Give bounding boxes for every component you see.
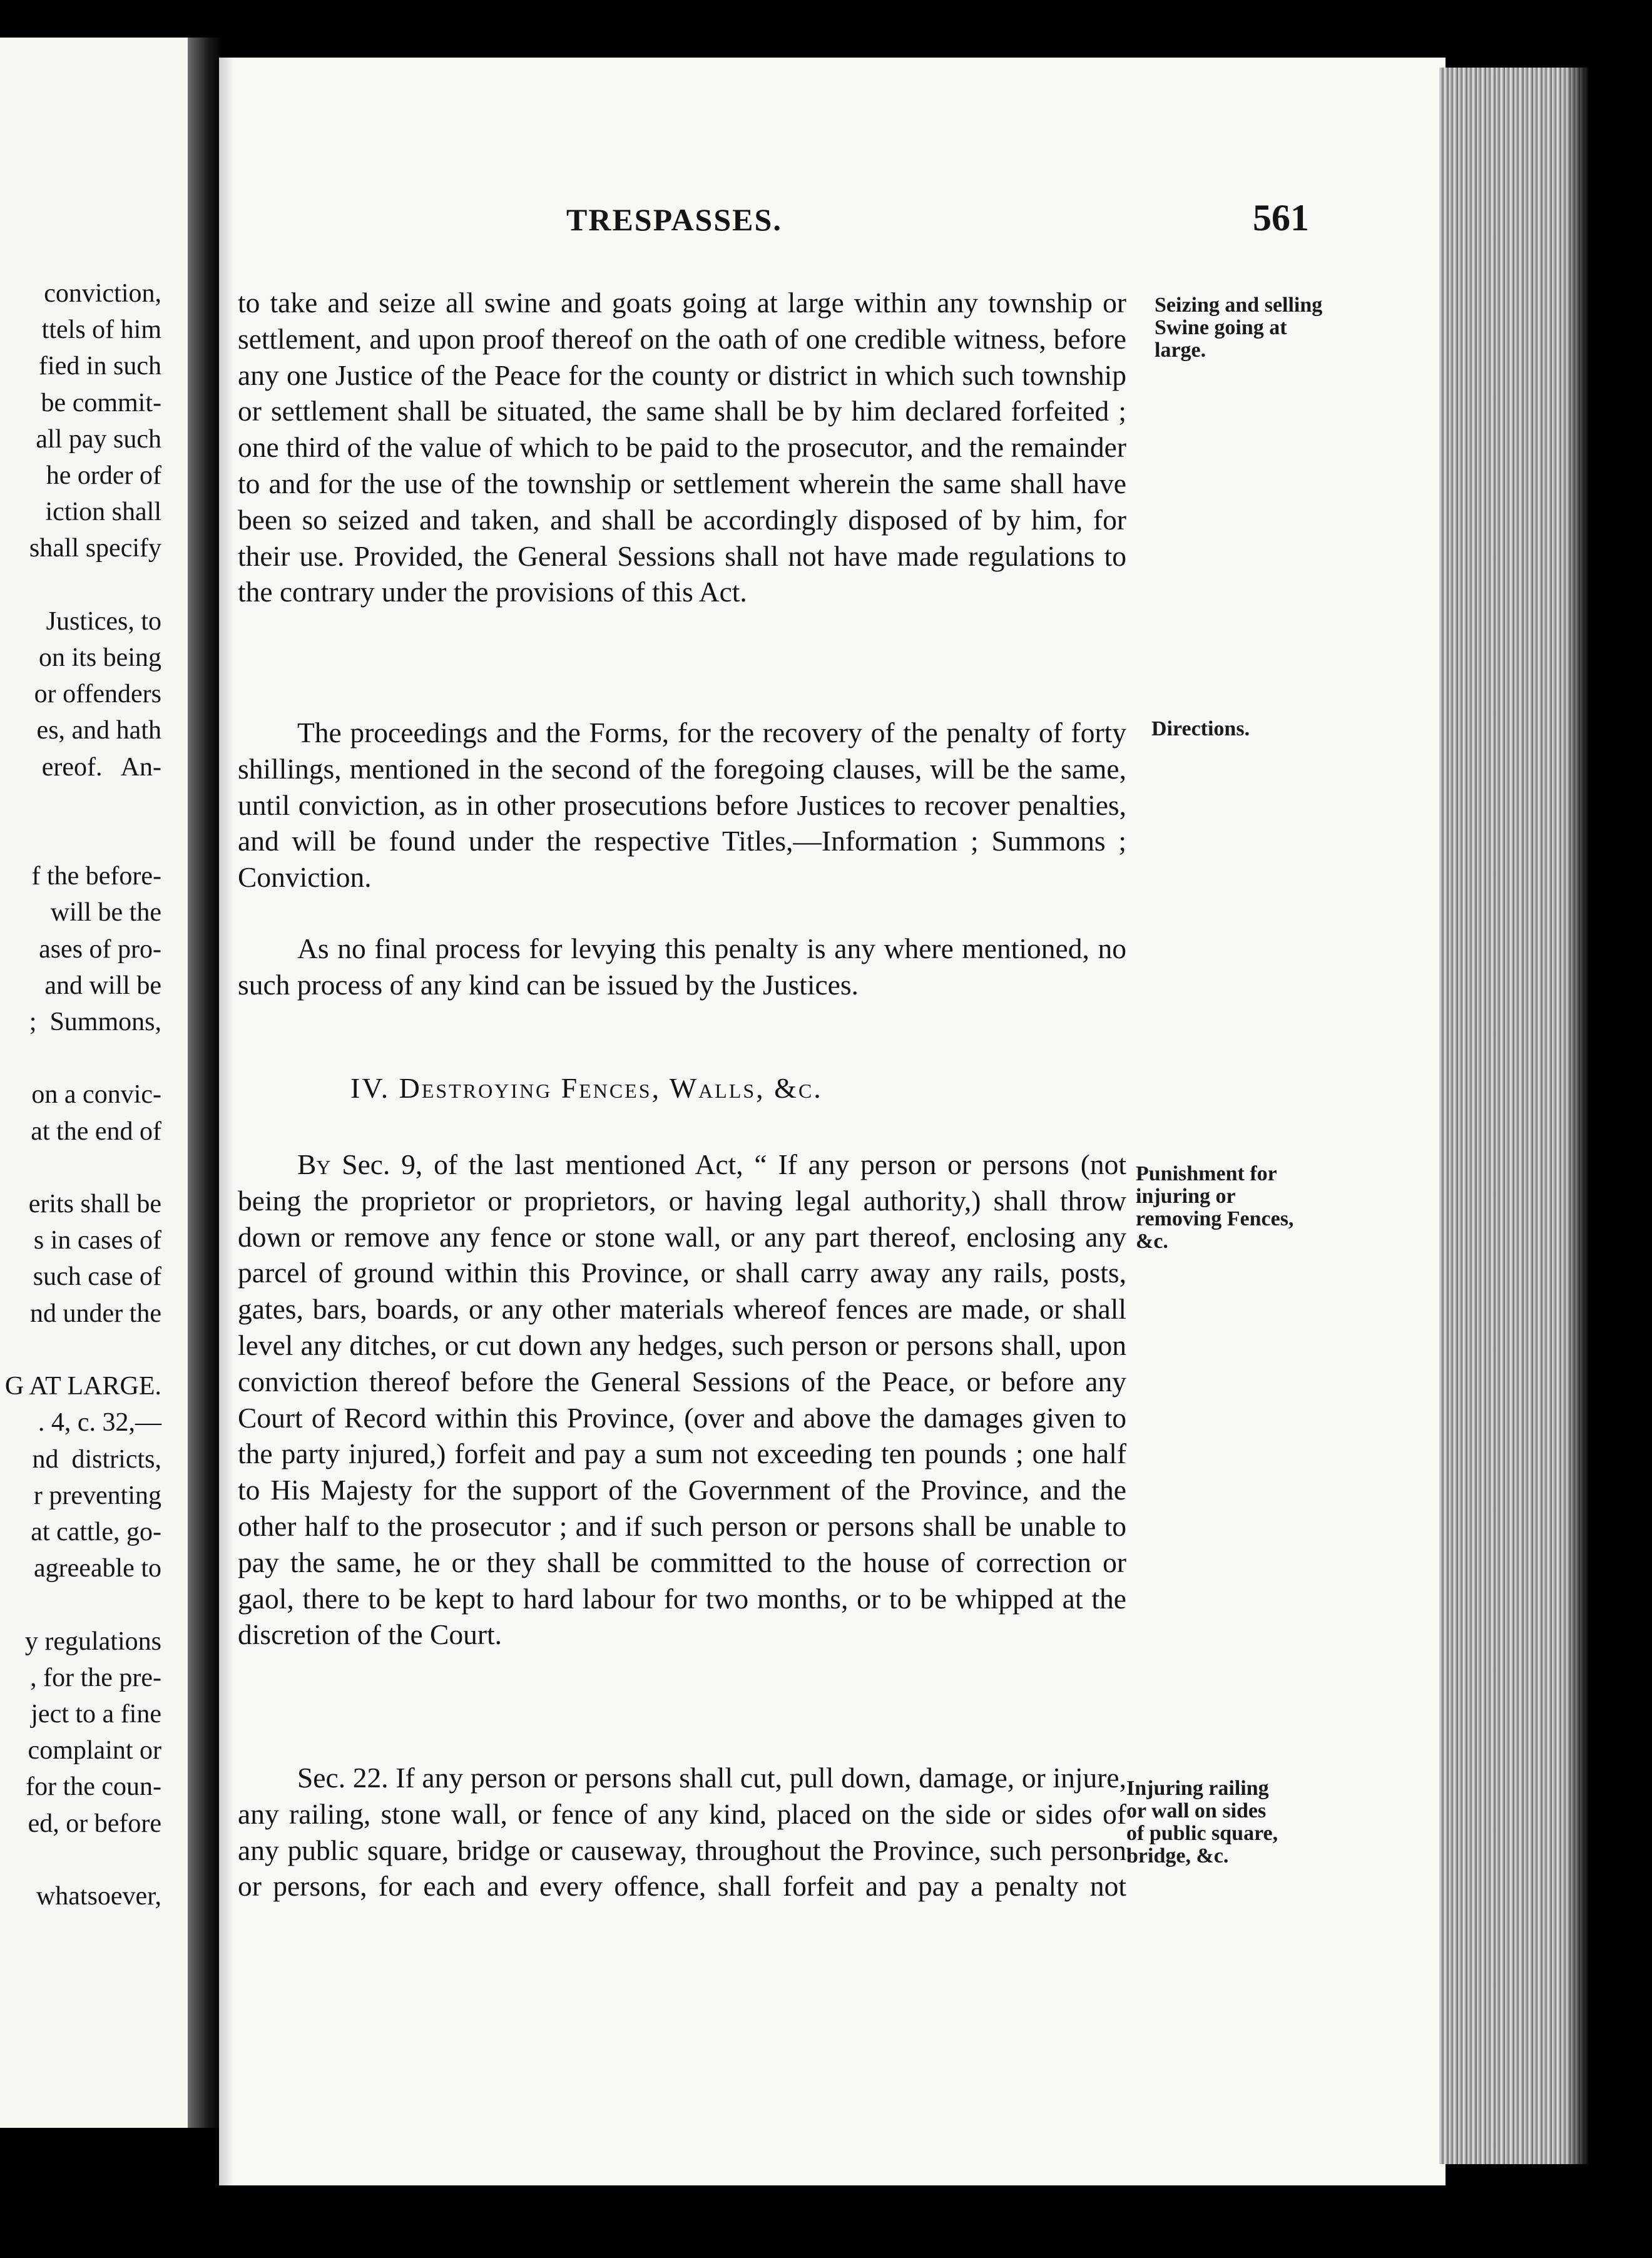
paragraph-text: Sec. 22. If any person or persons shall cut, pull down, damage, or injure, any railing, stone wall, or fence of any kind, placed on the side or sides of any public square, bridge or causeway, throughout the Province, such person or persons, for each and every offence, shall forfeit and pay a penalty not: [238, 1762, 1126, 1903]
sidenote-punishment: Punishment for injuring or removing Fences, &c.: [1136, 1162, 1294, 1253]
left-facing-page: [0, 38, 200, 2128]
paragraph-sec-22: [238, 1760, 1126, 1904]
page-inner-shadow: [219, 58, 234, 2185]
section-heading: IV. Destroying Fences, Walls, &c.: [350, 1072, 823, 1104]
paragraph-text: As no final process for levying this penalty is any where mentioned, no such process of any kind can be issued by the Justices.: [238, 932, 1126, 1001]
page-number: 561: [1253, 197, 1309, 238]
paragraph-text: to take and seize all swine and goats going at large within any township or settlement, and upon proof thereof on the oath of one credible witness, before any one Justice of the Peace for the county or district in which such township or settlement shall be situated, the same shall be by him declared forfeited ; one third of the value of which to be paid to the prosecutor, and the remainder to and for the use of the township or settlement wherein the same shall have been so seized and taken, and shall be accordingly disposed of by him, for their use. Provided, the General Sessions shall not have made regulations to the contrary under the provisions of this Act.: [238, 287, 1126, 608]
paragraph-swine-seizure: [238, 285, 1126, 610]
sidenote-injuring-railing: Injuring railing or wall on sides of public square, bridge, &c.: [1126, 1777, 1278, 1867]
paragraph-text: Sec. 9, of the last mentioned Act, “ If any person or persons (not being the proprietor or proprietors, or having legal authority,) shall throw down or remove any fence or stone wall, or any part thereof, enclosing any parcel of ground within this Province, or shall carry away any rails, posts, gates, bars, boards, or any other materials whereof fences are made, or shall level any ditches, or cut down any hedges, such person or persons shall, upon conviction thereof before the General Sessions of the Peace, or before any Court of Record within this Province, (over and above the damages given to the party injured,) forfeit and pay a sum not exceeding ten pounds ; one half to His Majesty for the support of the Government of the Province, and the other half to the prosecutor ; and if such person or persons shall be unable to pay the same, he or they shall be committed to the house of correction or gaol, there to be kept to hard labour for two months, or to be whipped at the discretion of the Court.: [238, 1148, 1126, 1651]
paragraph-text: The proceedings and the Forms, for the recovery of the penalty of forty shillings, mentioned in the second of the foregoing clauses, will be the same, until conviction, as in other prosecutions before Justices to recover penalties, and will be found under the respective Titles,—Information ; Summons ; Conviction.: [238, 717, 1126, 894]
running-head: TRESPASSES.: [566, 202, 782, 237]
paragraph-sec-9: [238, 1147, 1126, 1653]
paragraph-lead-word: By: [297, 1148, 331, 1180]
book-gutter: [188, 38, 222, 2128]
page-edges: [1439, 68, 1589, 2164]
sidenote-seizing-swine: Seizing and selling Swine going at large.: [1155, 294, 1323, 362]
paragraph-no-final-process: [238, 931, 1126, 1003]
sidenote-directions: Directions.: [1151, 717, 1250, 740]
paragraph-proceedings: [238, 715, 1126, 896]
left-page-text: conviction, ttels of him fied in such be commit- all pay such he order of iction shall shall specify Justices, to on its being or offenders es, and hath ereof. An- f the before- will be the ases of pro- and will be ; Summons, on a convic- at the end of erits shall be s in cases of such case of nd under the G AT LARGE. . 4, c. 32,— nd districts, r preventing at cattle, go- agreeable to y regulations , for the pre- ject to a fine complaint or for the coun- ed, or before whatsoever,: [4, 279, 161, 1911]
